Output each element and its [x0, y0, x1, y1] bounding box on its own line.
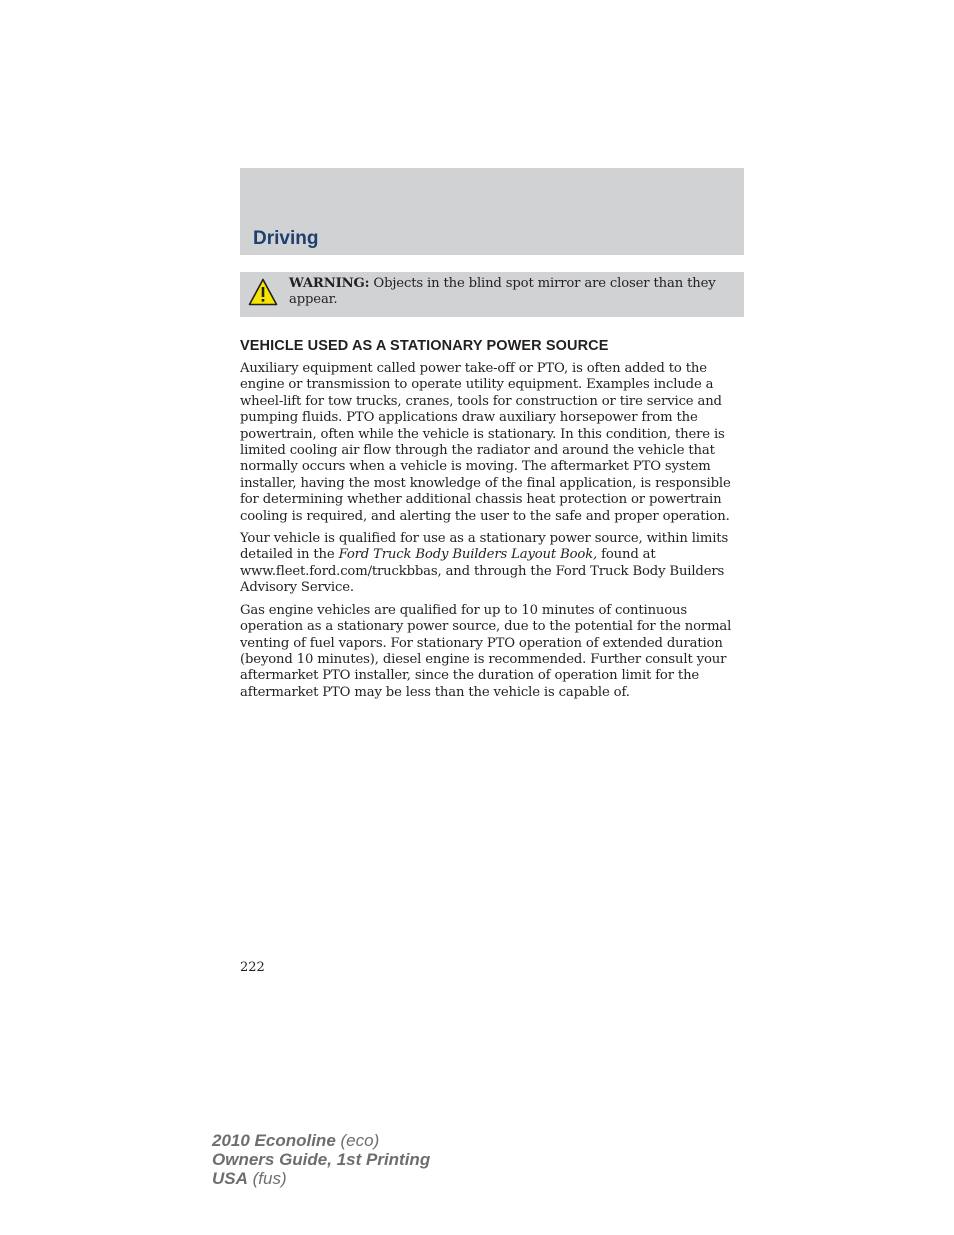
- subsection-title: VEHICLE USED AS A STATIONARY POWER SOURCE: [240, 338, 609, 354]
- section-header-bar: [240, 168, 744, 255]
- paragraph-qualified-use-text-end: found at www.fleet.ford.com/truckbbas, and through the Ford Truck Body Builders Advisory Service.: [240, 547, 725, 596]
- footer-model: 2010 Econoline: [212, 1131, 336, 1150]
- body-builders-book-title: Ford Truck Body Builders Layout Book,: [338, 547, 598, 563]
- paragraph-qualified-use-text-start: Your vehicle is qualified for use as a stationary power source, within limits detailed in the: [240, 531, 729, 563]
- page-number: 222: [240, 960, 265, 975]
- warning-triangle-icon: [248, 278, 278, 306]
- section-title: Driving: [253, 228, 319, 249]
- footer-printing: Owners Guide, 1st Printing: [212, 1150, 431, 1169]
- paragraph-gas-engine-limits: Gas engine vehicles are qualified for up to 10 minutes of continuous operation as a stationary power source, due to the potential for the normal venting of fuel vapors. For stationary PTO operation of extended duration (beyond 10 minutes), diesel engine is recommended. Further consult your aftermarket PTO installer, since the duration of operation limit for the aftermarket PTO may be less than the vehicle is capable of.: [240, 602, 732, 700]
- paragraph-qualified-use: [240, 531, 744, 597]
- footer-line-printing: [212, 1150, 430, 1169]
- warning-message: Objects in the blind spot mirror are closer than they appear.: [289, 276, 716, 307]
- warning-box: [240, 272, 744, 317]
- paragraph-pto-description: Auxiliary equipment called power take-off or PTO, is often added to the engine or transmission to operate utility equipment. Examples include a wheel-lift for tow trucks, cranes, tools for construction or tire service and pumping fluids. PTO applications draw auxiliary horsepower from the powertrain, often while the vehicle is stationary. In this condition, there is limited cooling air flow through the radiator and around the vehicle that normally occurs when a vehicle is moving. The aftermarket PTO system installer, having the most knowledge of the final application, is responsible for determining whether additional chassis heat protection or powertrain cooling is required, and alerting the user to the safe and proper operation.: [240, 361, 731, 524]
- footer-market-code: (fus): [247, 1169, 287, 1188]
- footer-model-code: (eco): [335, 1131, 380, 1150]
- footer-line-model: [212, 1131, 430, 1150]
- footer-edition-info: [212, 1131, 430, 1188]
- warning-text: [289, 276, 737, 308]
- footer-market: USA: [212, 1169, 248, 1188]
- warning-label: WARNING:: [289, 276, 370, 291]
- footer-line-market: [212, 1169, 430, 1188]
- body-text: [240, 361, 744, 707]
